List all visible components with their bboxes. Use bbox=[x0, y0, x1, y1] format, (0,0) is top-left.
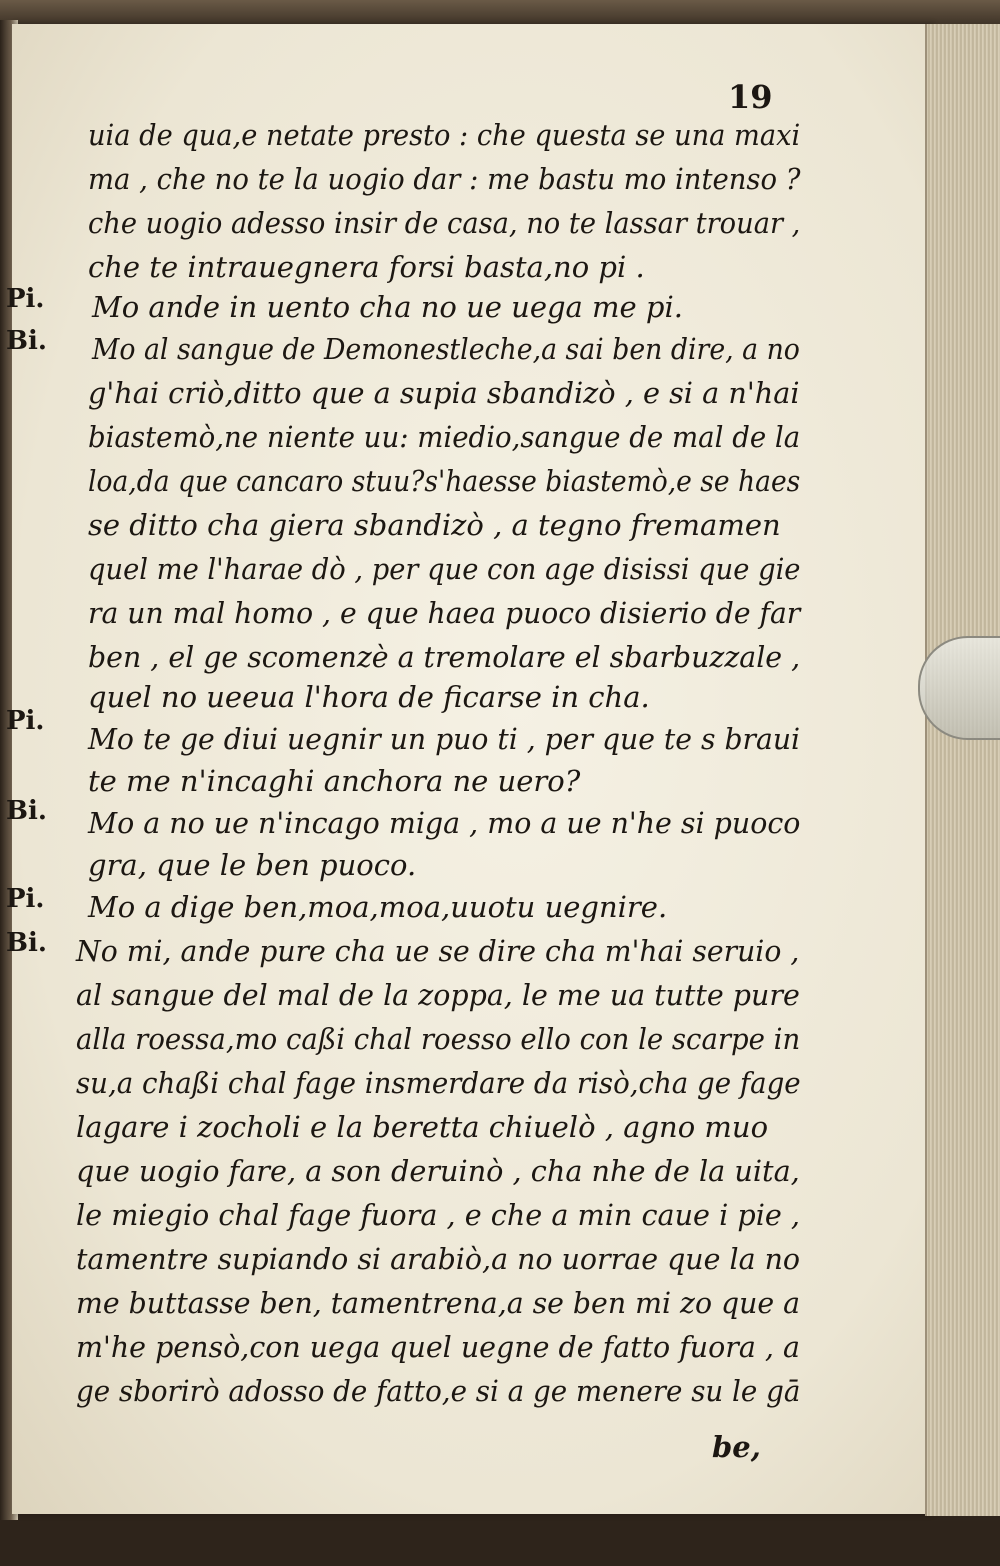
text-line: le miegio chal fage fuora , e che a min caue i pie , bbox=[76, 1198, 801, 1232]
speaker-label: Bi. bbox=[6, 928, 47, 958]
speaker-label: Pi. bbox=[6, 284, 45, 314]
text-line: che uogio adesso insir de casa, no te lassar trouar , bbox=[88, 206, 801, 240]
page-number: 19 bbox=[728, 78, 773, 116]
text-line: te me n'incaghi anchora ne uero? bbox=[88, 764, 581, 798]
text-line: al sangue del mal de la zoppa, le me ua tutte pure bbox=[76, 978, 800, 1012]
text-line: ben , el ge scomenzè a tremolare el sbarbuzzale , bbox=[88, 640, 801, 674]
text-line: ma , che no te la uogio dar : me bastu mo intenso ? bbox=[88, 162, 801, 196]
text-line: quel no ueeua l'hora de ficarse in cha. bbox=[88, 680, 650, 714]
speaker-label: Pi. bbox=[6, 706, 45, 736]
text-line: tamentre supiando si arabiò,a no uorrae que la no bbox=[76, 1242, 801, 1276]
text-line: alla roessa,mo caßi chal roesso ello con le scarpe in bbox=[76, 1022, 801, 1056]
text-line: su,a chaßi chal fage insmerdare da risò,cha ge fage bbox=[76, 1066, 801, 1100]
text-line: Mo ande in uento cha no ue uega me pi. bbox=[92, 290, 683, 324]
text-line: Mo a no ue n'incago miga , mo a ue n'he si puoco bbox=[88, 806, 801, 840]
catchword: be, bbox=[712, 1430, 761, 1464]
text-line: loa,da que cancaro stuu?s'haesse biastemò,e se haes bbox=[88, 464, 801, 498]
text-line: No mi, ande pure cha ue se dire cha m'hai seruio , bbox=[76, 934, 800, 968]
text-line: ge sborirò adosso de fatto,e si a ge menere su le gā bbox=[76, 1374, 801, 1408]
speaker-label: Bi. bbox=[6, 796, 47, 826]
text-line: Mo a dige ben,moa,moa,uuotu uegnire. bbox=[88, 890, 668, 924]
speaker-label: Pi. bbox=[6, 884, 45, 914]
text-line: gra, que le ben puoco. bbox=[88, 848, 417, 882]
page-fore-edge bbox=[925, 24, 1000, 1516]
text-line: Mo te ge diui uegnir un puo ti , per que te s braui bbox=[88, 722, 801, 756]
speaker-label: Bi. bbox=[6, 326, 47, 356]
text-line: quel me l'harae dò , per que con age disissi que gie bbox=[88, 552, 801, 586]
text-line: se ditto cha giera sbandizò , a tegno fremamen bbox=[88, 508, 781, 542]
book-top-edge bbox=[0, 0, 1000, 26]
text-line: g'hai criò,ditto que a supia sbandizò , e si a n'hai bbox=[88, 376, 800, 410]
text-line: che te intrauegnera forsi basta,no pi . bbox=[88, 250, 645, 284]
text-line: biastemò,ne niente uu: miedio,sangue de mal de la bbox=[88, 420, 801, 454]
text-line: lagare i zocholi e la beretta chiuelò , agno muo bbox=[76, 1110, 769, 1144]
text-line: ra un mal homo , e que haea puoco disierio de far bbox=[88, 596, 801, 630]
text-line: Mo al sangue de Demonestleche,a sai ben dire, a no bbox=[92, 332, 800, 366]
text-line: que uogio fare, a son deruinò , cha nhe de la uita, bbox=[76, 1154, 800, 1188]
text-line: me buttasse ben, tamentrena,a se ben mi zo que a bbox=[76, 1286, 801, 1320]
text-line: m'he pensò,con uega quel uegne de fatto fuora , a bbox=[76, 1330, 801, 1364]
text-line: uia de qua,e netate presto : che questa se una maxi bbox=[88, 118, 801, 152]
